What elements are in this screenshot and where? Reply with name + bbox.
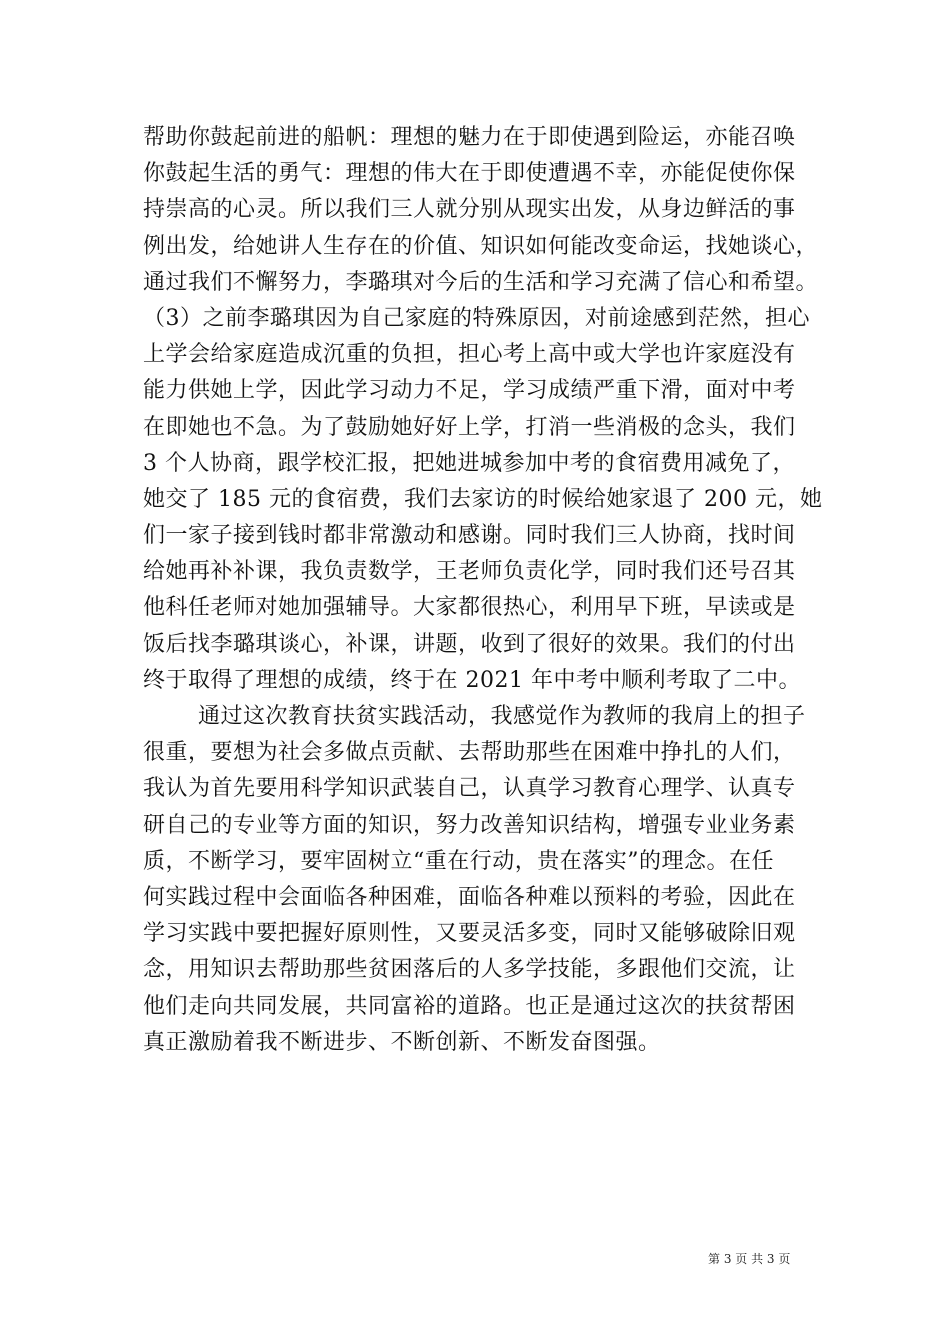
document-body — [143, 120, 833, 1061]
text-line: 帮助你鼓起前进的船帆：理想的魅力在于即使遇到险运，亦能召唤 — [143, 125, 796, 150]
paragraph-start-line: 通过这次教育扶贫实践活动，我感觉作为教师的我肩上的担子 — [198, 704, 806, 729]
text-line: 给她再补补课，我负责数学，王老师负责化学，同时我们还号召其 — [143, 559, 796, 585]
text-line: 很重，要想为社会多做点贡献、去帮助那些在困难中挣扎的人们， — [143, 740, 796, 766]
text-line: 能力供她上学，因此学习动力不足，学习成绩严重下滑，面对中考 — [143, 378, 796, 404]
text-line: 研自己的专业等方面的知识，努力改善知识结构，增强专业业务素 — [143, 812, 796, 838]
text-line: 学习实践中要把握好原则性，又要灵活多变，同时又能够破除旧观 — [143, 921, 796, 947]
text-line: 在即她也不急。为了鼓励她好好上学，打消一些消极的念头，我们 — [143, 414, 796, 440]
text-line: 他们走向共同发展，共同富裕的道路。也正是通过这次的扶贫帮困 — [143, 993, 796, 1019]
text-line: 他科任老师对她加强辅导。大家都很热心，利用早下班，早读或是 — [143, 595, 796, 621]
text-line: 们一家子接到钱时都非常激动和感谢。同时我们三人协商，找时间 — [143, 523, 796, 549]
text-line: 你鼓起生活的勇气：理想的伟大在于即使遭遇不幸，亦能促使你保 — [143, 161, 796, 187]
text-line: 上学会给家庭造成沉重的负担，担心考上高中或大学也许家庭没有 — [143, 342, 796, 368]
text-line: 3 个人协商，跟学校汇报，把她进城参加中考的食宿费用减免了， — [143, 450, 795, 476]
text-line: 通过我们不懈努力，李璐琪对今后的生活和学习充满了信心和希望。 — [143, 269, 819, 295]
text-line: 我认为首先要用科学知识武装自己，认真学习教育心理学、认真专 — [143, 776, 796, 802]
text-line: 何实践过程中会面临各种困难，面临各种难以预料的考验，因此在 — [143, 884, 796, 910]
text-line: 持崇高的心灵。所以我们三人就分别从现实出发，从身边鲜活的事 — [143, 197, 796, 223]
text-line: 真正激励着我不断进步、不断创新、不断发奋图强。 — [143, 1029, 661, 1055]
text-line: 例出发，给她讲人生存在的价值、知识如何能改变命运，找她谈心， — [143, 233, 819, 259]
text-line: 她交了 185 元的食宿费，我们去家访的时候给她家退了 200 元，她 — [143, 486, 823, 512]
text-line: 质，不断学习，要牢固树立“重在行动，贵在落实”的理念。在任 — [143, 848, 774, 874]
text-line: 终于取得了理想的成绩，终于在 2021 年中考中顺利考取了二中。 — [143, 667, 801, 693]
text-line: 饭后找李璐琪谈心，补课，讲题，收到了很好的效果。我们的付出 — [143, 631, 796, 657]
text-line: 念，用知识去帮助那些贫困落后的人多学技能，多跟他们交流，让 — [143, 957, 796, 983]
text-line: （3）之前李璐琪因为自己家庭的特殊原因，对前途感到茫然，担心 — [143, 305, 810, 331]
page-number: 第 3 页 共 3 页 — [708, 1252, 791, 1266]
